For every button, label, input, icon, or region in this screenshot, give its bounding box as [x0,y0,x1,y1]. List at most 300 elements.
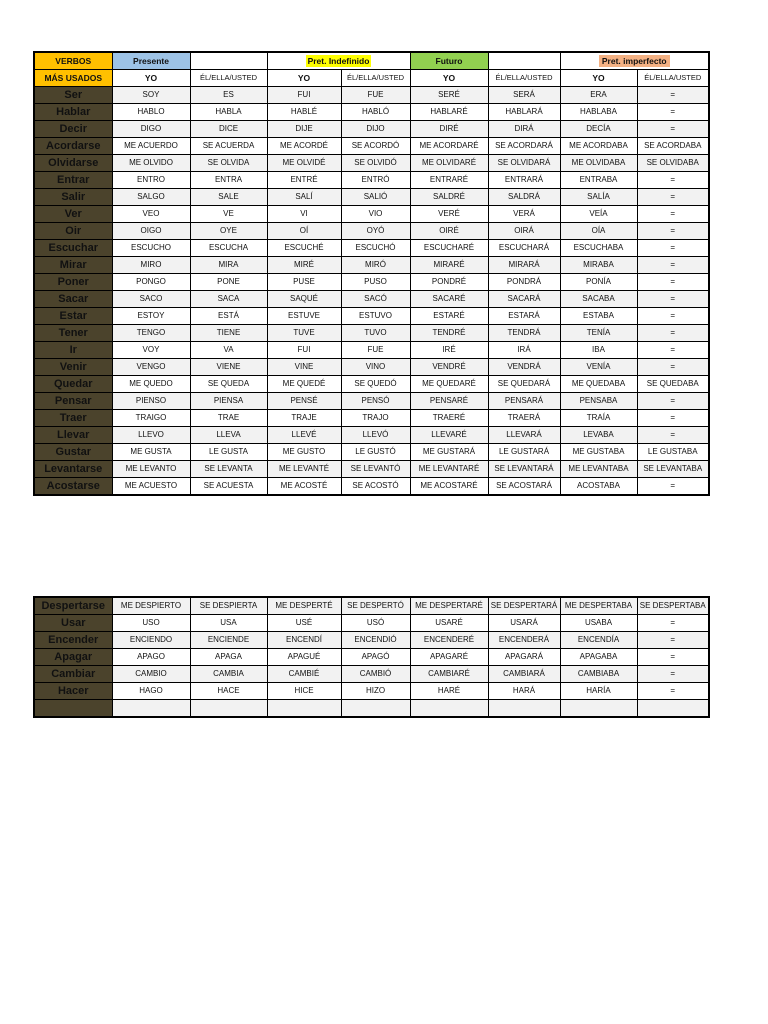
conjugation-cell: APAGA [190,649,267,666]
verb-name-cell: Sacar [34,291,112,308]
conjugation-cell: ESCUCHARÉ [410,240,488,257]
conjugation-cell: TENGO [112,325,190,342]
table-row [34,376,709,393]
conjugation-cell: OIGO [112,223,190,240]
conjugation-cell: ME DESPERTÉ [267,597,341,615]
conjugation-cell: PENSÉ [267,393,341,410]
conjugation-cell: CAMBIARÉ [410,666,488,683]
conjugation-cell: ESCUCHO [112,240,190,257]
conjugation-cell: VINO [341,359,410,376]
conjugation-cell: ME DESPERTARÉ [410,597,488,615]
conjugation-cell: ESCUCHARÁ [488,240,560,257]
conjugation-cell: OYÓ [341,223,410,240]
table-row [34,649,709,666]
presente-header: Presente [112,52,190,70]
conjugation-cell: TENDRÁ [488,325,560,342]
conjugation-cell: ENTRARÁ [488,172,560,189]
conjugation-cell: = [637,257,709,274]
conjugation-cell: ENCIENDO [112,632,190,649]
conjugation-cell: DIRÉ [410,121,488,138]
table-row [34,172,709,189]
conjugation-cell: = [637,325,709,342]
conjugation-cell: PONÍA [560,274,637,291]
verb-name-cell: Ser [34,87,112,104]
conjugation-cell: ME OLVIDÉ [267,155,341,172]
verb-name-cell: Ir [34,342,112,359]
verb-name-cell: Escuchar [34,240,112,257]
table-row [34,104,709,121]
table-row [34,444,709,461]
pret-indefinido-header [267,52,410,70]
conjugation-cell: ENTRÉ [267,172,341,189]
conjugation-cell: PUSO [341,274,410,291]
conjugation-cell: ESTOY [112,308,190,325]
conjugation-cell: MIRÉ [267,257,341,274]
conjugation-cell: IRÉ [410,342,488,359]
conjugation-cell: LE GUSTA [190,444,267,461]
conjugation-cell: LLEVÓ [341,427,410,444]
table1-body [34,87,709,496]
conjugation-cell: ME QUEDO [112,376,190,393]
verb-name-cell: Encender [34,632,112,649]
conjugation-cell: ME QUEDABA [560,376,637,393]
conjugation-cell: DIRÁ [488,121,560,138]
conjugation-cell: = [637,172,709,189]
conjugation-cell: MIRARÁ [488,257,560,274]
table-row [34,240,709,257]
conjugation-cell: MIRÓ [341,257,410,274]
verb-name-cell: Acordarse [34,138,112,155]
conjugation-cell: ME DESPERTABA [560,597,637,615]
table-row [34,308,709,325]
conjugation-cell: CAMBIÓ [341,666,410,683]
conjugation-cell: DIGO [112,121,190,138]
conjugation-cell: CAMBIA [190,666,267,683]
presente-header-blank [190,52,267,70]
conjugation-cell: FUE [341,342,410,359]
conjugation-cell: PIENSO [112,393,190,410]
pret-indefinido-label: Pret. Indefinido [307,55,370,66]
conjugation-cell: = [637,291,709,308]
conjugation-cell: ESTARÁ [488,308,560,325]
conjugation-cell: = [637,393,709,410]
conjugation-cell: SE OLVIDA [190,155,267,172]
conjugation-cell: OIRÁ [488,223,560,240]
conjugation-cell: ERA [560,87,637,104]
table-row [34,325,709,342]
table-row [34,257,709,274]
conjugation-cell [410,700,488,718]
table-row [34,632,709,649]
verb-name-cell: Llevar [34,427,112,444]
conjugation-cell: USARÉ [410,615,488,632]
conjugation-cell: SACARÉ [410,291,488,308]
verb-name-cell: Despertarse [34,597,112,615]
conjugation-cell: = [637,206,709,223]
conjugation-cell: = [637,666,709,683]
conjugation-cell: USARÁ [488,615,560,632]
verb-name-cell: Entrar [34,172,112,189]
verb-name-cell: Venir [34,359,112,376]
table-row [34,291,709,308]
conjugation-cell: HARÉ [410,683,488,700]
conjugation-cell: VA [190,342,267,359]
conjugation-cell: SE ACUESTA [190,478,267,496]
verb-name-cell: Poner [34,274,112,291]
table2-body [34,597,709,717]
conjugation-cell: HAGO [112,683,190,700]
conjugation-cell: SACO [112,291,190,308]
conjugation-cell: APAGÓ [341,649,410,666]
table-row [34,206,709,223]
conjugation-cell: IBA [560,342,637,359]
verb-name-cell: Usar [34,615,112,632]
verb-name-cell: Salir [34,189,112,206]
conjugation-cell: LE GUSTABA [637,444,709,461]
conjugation-cell: HABLÓ [341,104,410,121]
conjugation-cell: SE LEVANTARÁ [488,461,560,478]
conjugation-cell: SE LEVANTA [190,461,267,478]
conjugation-cell: LE GUSTÓ [341,444,410,461]
conjugation-cell: SACABA [560,291,637,308]
conjugation-cell: LEVABA [560,427,637,444]
conjugation-cell [190,700,267,718]
conjugation-cell: ENCENDERÁ [488,632,560,649]
conjugation-cell: ESTARÉ [410,308,488,325]
verb-name-cell [34,700,112,718]
conjugation-cell: VI [267,206,341,223]
conjugation-cell: TRAIGO [112,410,190,427]
verb-name-cell: Hacer [34,683,112,700]
conjugation-cell: ME OLVIDARÉ [410,155,488,172]
conjugation-cell: PONDRÉ [410,274,488,291]
conjugation-cell: TIENE [190,325,267,342]
conjugation-cell: DIJE [267,121,341,138]
el-header-futuro: ÉL/ELLA/USTED [488,70,560,87]
verb-name-cell: Pensar [34,393,112,410]
verbos-header: VERBOS [34,52,112,70]
conjugation-cell: = [637,427,709,444]
conjugation-cell: ESCUCHÓ [341,240,410,257]
pret-imperfecto-label: Pret. imperfecto [599,55,670,67]
conjugation-cell: SE DESPERTABA [637,597,709,615]
table-row [34,478,709,496]
conjugation-cell: FUE [341,87,410,104]
conjugation-cell: ENTRA [190,172,267,189]
table-row [34,223,709,240]
conjugation-cell: MIRABA [560,257,637,274]
conjugation-cell: ME ACORDÉ [267,138,341,155]
conjugation-cell: ENTRÓ [341,172,410,189]
conjugation-cell: SALDRÉ [410,189,488,206]
conjugation-cell: SE DESPIERTA [190,597,267,615]
conjugation-cell: APAGARÁ [488,649,560,666]
conjugation-cell: SE ACUERDA [190,138,267,155]
conjugation-cell: PIENSA [190,393,267,410]
table-row [34,121,709,138]
conjugation-cell: VENÍA [560,359,637,376]
conjugation-cell: TRAERÁ [488,410,560,427]
conjugation-cell: LLEVÉ [267,427,341,444]
futuro-header-blank [488,52,560,70]
verb-name-cell: Ver [34,206,112,223]
conjugation-cell: PENSARÉ [410,393,488,410]
verb-conjugation-table-2 [33,596,710,718]
conjugation-cell: SAQUÉ [267,291,341,308]
conjugation-cell: MIRA [190,257,267,274]
conjugation-cell: ENCENDERÉ [410,632,488,649]
table-row [34,410,709,427]
conjugation-cell: HABLÉ [267,104,341,121]
conjugation-cell: SERÉ [410,87,488,104]
mas-usados-header: MÁS USADOS [34,70,112,87]
conjugation-cell: USA [190,615,267,632]
header-row-persons [34,70,709,87]
yo-header-presente: YO [112,70,190,87]
conjugation-cell: ES [190,87,267,104]
conjugation-cell: SE ACOSTARÁ [488,478,560,496]
conjugation-cell: ENCENDÍ [267,632,341,649]
conjugation-cell: PENSÓ [341,393,410,410]
conjugation-cell: VERÉ [410,206,488,223]
conjugation-cell: SE OLVIDARÁ [488,155,560,172]
conjugation-cell: OYE [190,223,267,240]
conjugation-cell: TENÍA [560,325,637,342]
conjugation-cell: SE ACORDÓ [341,138,410,155]
header-row-tenses [34,52,709,70]
conjugation-cell: ME LEVANTARÉ [410,461,488,478]
conjugation-cell: LLEVARÉ [410,427,488,444]
el-header-imperfecto: ÉL/ELLA/USTED [637,70,709,87]
conjugation-cell: CAMBIÉ [267,666,341,683]
el-header-indefinido: ÉL/ELLA/USTED [341,70,410,87]
table-row [34,189,709,206]
verb-name-cell: Tener [34,325,112,342]
conjugation-cell: VEO [112,206,190,223]
conjugation-cell: LE GUSTARÁ [488,444,560,461]
conjugation-cell: HABLABA [560,104,637,121]
conjugation-cell: USÉ [267,615,341,632]
conjugation-cell: ENCENDÍA [560,632,637,649]
table-row [34,700,709,718]
conjugation-cell: ENTRABA [560,172,637,189]
conjugation-cell: SE ACOSTÓ [341,478,410,496]
conjugation-cell: SE QUEDARÁ [488,376,560,393]
conjugation-cell: ESCUCHA [190,240,267,257]
verb-name-cell: Oir [34,223,112,240]
verb-conjugation-table [33,51,710,496]
conjugation-cell: ME GUSTABA [560,444,637,461]
conjugation-cell: SALDRÁ [488,189,560,206]
conjugation-cell: TRAERÉ [410,410,488,427]
conjugation-cell: SACARÁ [488,291,560,308]
conjugation-cell: ME ACOSTÉ [267,478,341,496]
conjugation-cell: ESTUVO [341,308,410,325]
conjugation-cell: VE [190,206,267,223]
pret-imperfecto-header [560,52,709,70]
conjugation-cell: ME GUSTA [112,444,190,461]
conjugation-cell: SALÍ [267,189,341,206]
conjugation-cell: = [637,308,709,325]
conjugation-cell: ESCUCHABA [560,240,637,257]
conjugation-cell: LLEVARÁ [488,427,560,444]
conjugation-cell: USO [112,615,190,632]
conjugation-cell: VENDRÁ [488,359,560,376]
conjugation-cell: HARÁ [488,683,560,700]
conjugation-cell: OÍ [267,223,341,240]
conjugation-cell: TUVO [341,325,410,342]
conjugation-cell: VENGO [112,359,190,376]
conjugation-cell: ENCENDIÓ [341,632,410,649]
yo-header-imperfecto: YO [560,70,637,87]
conjugation-cell: PONDRÁ [488,274,560,291]
conjugation-cell [488,700,560,718]
conjugation-cell: = [637,683,709,700]
conjugation-cell: ME ACORDABA [560,138,637,155]
conjugation-cell: = [637,649,709,666]
conjugation-cell: ME LEVANTÉ [267,461,341,478]
conjugation-cell: APAGO [112,649,190,666]
conjugation-cell: ME ACUESTO [112,478,190,496]
conjugation-cell: ME QUEDARÉ [410,376,488,393]
conjugation-cell: HABLO [112,104,190,121]
conjugation-cell: ESCUCHÉ [267,240,341,257]
yo-header-futuro: YO [410,70,488,87]
conjugation-cell: HABLARÁ [488,104,560,121]
conjugation-cell: TENDRÉ [410,325,488,342]
verb-name-cell: Olvidarse [34,155,112,172]
verb-name-cell: Mirar [34,257,112,274]
verb-name-cell: Gustar [34,444,112,461]
conjugation-cell: = [637,478,709,496]
table-row [34,274,709,291]
table-row [34,155,709,172]
conjugation-cell: ME GUSTO [267,444,341,461]
conjugation-cell: VOY [112,342,190,359]
conjugation-cell: ME LEVANTO [112,461,190,478]
conjugation-cell: FUI [267,87,341,104]
conjugation-cell: TRAJE [267,410,341,427]
conjugation-cell: IRÁ [488,342,560,359]
conjugation-cell: ME DESPIERTO [112,597,190,615]
conjugation-cell: PONE [190,274,267,291]
conjugation-cell: = [637,615,709,632]
conjugation-cell: SE DESPERTÓ [341,597,410,615]
conjugation-cell: SE LEVANTÓ [341,461,410,478]
conjugation-cell: = [637,359,709,376]
conjugation-cell: ESTUVE [267,308,341,325]
verb-name-cell: Cambiar [34,666,112,683]
yo-header-indefinido: YO [267,70,341,87]
conjugation-cell: SALE [190,189,267,206]
conjugation-cell: = [637,189,709,206]
conjugation-cell: VENDRÉ [410,359,488,376]
conjugation-cell: = [637,410,709,427]
conjugation-cell [341,700,410,718]
conjugation-cell: SE DESPERTARÁ [488,597,560,615]
conjugation-cell: HABLARÉ [410,104,488,121]
conjugation-cell: LLEVA [190,427,267,444]
conjugation-cell: SE OLVIDABA [637,155,709,172]
conjugation-cell: TUVE [267,325,341,342]
conjugation-cell: = [637,104,709,121]
table-row [34,427,709,444]
conjugation-cell: = [637,632,709,649]
conjugation-cell: VINE [267,359,341,376]
conjugation-cell: SE ACORDARÁ [488,138,560,155]
conjugation-cell: HIZO [341,683,410,700]
conjugation-cell: ME OLVIDABA [560,155,637,172]
conjugation-cell: SALIÓ [341,189,410,206]
conjugation-cell: PENSARÁ [488,393,560,410]
verb-name-cell: Acostarse [34,478,112,496]
conjugation-cell: TRAJO [341,410,410,427]
conjugation-cell: DICE [190,121,267,138]
verb-name-cell: Decir [34,121,112,138]
conjugation-cell: VERÁ [488,206,560,223]
conjugation-cell: SE LEVANTABA [637,461,709,478]
conjugation-cell: = [637,274,709,291]
table-row [34,683,709,700]
verb-name-cell: Hablar [34,104,112,121]
conjugation-cell: USÓ [341,615,410,632]
conjugation-cell: ENTRARÉ [410,172,488,189]
verb-name-cell: Traer [34,410,112,427]
conjugation-cell: = [637,87,709,104]
conjugation-cell: CAMBIARÁ [488,666,560,683]
conjugation-cell: ACOSTABA [560,478,637,496]
conjugation-cell: SE QUEDÓ [341,376,410,393]
conjugation-cell: DIJO [341,121,410,138]
conjugation-cell: ME LEVANTABA [560,461,637,478]
conjugation-cell: LLEVO [112,427,190,444]
conjugation-cell: SE QUEDABA [637,376,709,393]
conjugation-cell [637,700,709,718]
conjugation-cell: FUI [267,342,341,359]
table-row [34,666,709,683]
conjugation-cell: VEÍA [560,206,637,223]
conjugation-cell: = [637,121,709,138]
verb-name-cell: Quedar [34,376,112,393]
verb-name-cell: Levantarse [34,461,112,478]
conjugation-cell [560,700,637,718]
verb-name-cell: Apagar [34,649,112,666]
conjugation-cell: CAMBIABA [560,666,637,683]
conjugation-cell: SERÁ [488,87,560,104]
conjugation-cell: ESTABA [560,308,637,325]
conjugation-cell: PUSE [267,274,341,291]
conjugation-cell: PENSABA [560,393,637,410]
conjugation-cell: USABA [560,615,637,632]
conjugation-cell: ME OLVIDO [112,155,190,172]
conjugation-cell: ME ACORDARÉ [410,138,488,155]
conjugation-cell: = [637,223,709,240]
conjugation-cell: ENCIENDE [190,632,267,649]
table-row [34,342,709,359]
conjugation-cell: = [637,240,709,257]
table-row [34,597,709,615]
conjugation-cell: APAGARÉ [410,649,488,666]
conjugation-cell: APAGABA [560,649,637,666]
futuro-header: Futuro [410,52,488,70]
conjugation-cell: CAMBIO [112,666,190,683]
conjugation-cell: SOY [112,87,190,104]
table-row [34,359,709,376]
conjugation-cell: TRAE [190,410,267,427]
conjugation-cell: MIRO [112,257,190,274]
conjugation-cell [267,700,341,718]
conjugation-cell: OÍA [560,223,637,240]
